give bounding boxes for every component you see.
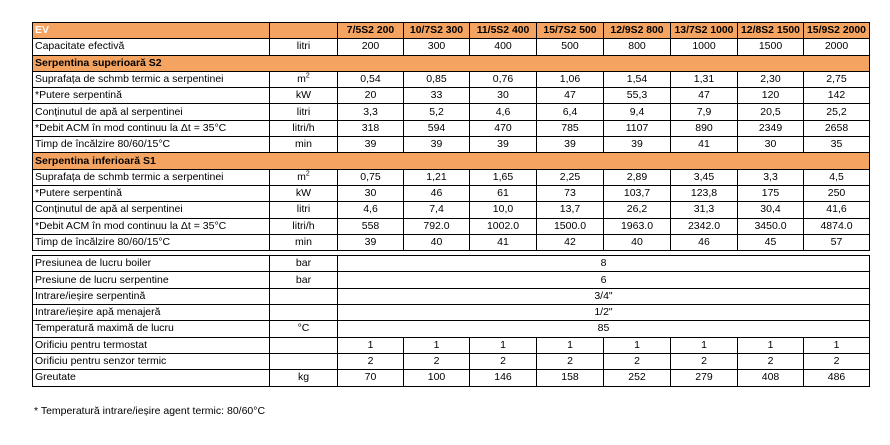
merged-value-cell: 3/4" <box>338 288 870 304</box>
table-row <box>33 337 870 353</box>
row-label: Greutate <box>33 370 270 386</box>
value-cell: 39 <box>404 137 470 153</box>
row-label: Orificiu pentru termostat <box>33 337 270 353</box>
value-cell: 1,21 <box>404 169 470 185</box>
value-cell: 46 <box>671 234 738 250</box>
value-cell: 31,3 <box>671 202 738 218</box>
table-row <box>33 185 870 201</box>
row-label: *Debit ACM în mod continuu la Δt = 35°C <box>33 218 270 234</box>
merged-value-cell: 8 <box>338 256 870 272</box>
table-row <box>33 202 870 218</box>
value-cell: 3,45 <box>671 169 738 185</box>
value-cell: 4,5 <box>804 169 870 185</box>
unit-cell <box>270 39 338 55</box>
value-cell: 2 <box>738 353 804 369</box>
table-row <box>33 104 870 120</box>
unit-cell <box>270 120 338 136</box>
value-cell: 4,6 <box>470 104 537 120</box>
unit-cell <box>270 288 338 304</box>
unit-cell <box>270 305 338 321</box>
section-header-s1 <box>33 153 870 169</box>
value-cell: 40 <box>604 234 671 250</box>
model-header: 13/7S2 1000 <box>671 23 738 39</box>
table-row <box>33 39 870 55</box>
value-cell: 1000 <box>671 39 738 55</box>
unit-text: m <box>297 73 306 86</box>
value-cell: 1 <box>470 337 537 353</box>
unit-cell <box>270 71 338 87</box>
value-cell: 1,31 <box>671 71 738 87</box>
value-cell: 39 <box>604 137 671 153</box>
value-cell: 45 <box>738 234 804 250</box>
unit-text: kW <box>295 187 312 200</box>
value-cell: 158 <box>537 370 604 386</box>
value-cell: 0,76 <box>470 71 537 87</box>
unit-text: min <box>295 138 312 151</box>
value-cell: 40 <box>404 234 470 250</box>
value-cell: 25,2 <box>804 104 870 120</box>
value-cell: 47 <box>537 88 604 104</box>
row-label: *Putere serpentină <box>33 88 270 104</box>
value-cell: 1 <box>671 337 738 353</box>
row-label: *Putere serpentină <box>33 185 270 201</box>
value-cell: 39 <box>537 137 604 153</box>
value-cell: 41 <box>470 234 537 250</box>
row-label: Presiunea de lucru boiler <box>33 256 270 272</box>
unit-text: kg <box>297 371 310 384</box>
unit-cell <box>270 88 338 104</box>
value-cell: 470 <box>470 120 537 136</box>
value-cell: 1,06 <box>537 71 604 87</box>
value-cell: 1,65 <box>470 169 537 185</box>
unit-cell <box>270 337 338 353</box>
value-cell: 123,8 <box>671 185 738 201</box>
table-row <box>33 321 870 337</box>
value-cell: 792.0 <box>404 218 470 234</box>
value-cell: 486 <box>804 370 870 386</box>
unit-cell <box>270 137 338 153</box>
value-cell: 3,3 <box>738 169 804 185</box>
value-cell: 1 <box>604 337 671 353</box>
value-cell: 42 <box>537 234 604 250</box>
value-cell: 175 <box>738 185 804 201</box>
value-cell: 1 <box>738 337 804 353</box>
value-cell: 9,4 <box>604 104 671 120</box>
value-cell: 20,5 <box>738 104 804 120</box>
value-cell: 500 <box>537 39 604 55</box>
unit-text: °C <box>297 322 310 335</box>
unit-superscript: 2 <box>305 72 310 80</box>
table-row <box>33 169 870 185</box>
value-cell: 30 <box>338 185 404 201</box>
unit-cell <box>270 169 338 185</box>
unit-text: litri <box>296 203 311 216</box>
table-row <box>33 370 870 386</box>
row-label: Intrare/ieșire apă menajeră <box>33 305 270 321</box>
value-cell: 46 <box>404 185 470 201</box>
value-cell: 39 <box>338 137 404 153</box>
model-header: 7/5S2 200 <box>338 23 404 39</box>
row-label: Presiune de lucru serpentine <box>33 272 270 288</box>
value-cell: 0,75 <box>338 169 404 185</box>
unit-cell <box>270 353 338 369</box>
table-row <box>33 218 870 234</box>
table-row <box>33 120 870 136</box>
value-cell: 41 <box>671 137 738 153</box>
value-cell: 1500 <box>738 39 804 55</box>
unit-cell <box>270 321 338 337</box>
model-header: 10/7S2 300 <box>404 23 470 39</box>
value-cell: 252 <box>604 370 671 386</box>
row-label: Suprafața de schmb termic a serpentinei <box>33 169 270 185</box>
value-cell: 2 <box>470 353 537 369</box>
value-cell: 26,2 <box>604 202 671 218</box>
value-cell: 558 <box>338 218 404 234</box>
value-cell: 103,7 <box>604 185 671 201</box>
value-cell: 2000 <box>804 39 870 55</box>
value-cell: 70 <box>338 370 404 386</box>
table-row <box>33 272 870 288</box>
value-cell: 4874.0 <box>804 218 870 234</box>
value-cell: 4,6 <box>338 202 404 218</box>
header-ev-label: EV <box>33 23 270 39</box>
value-cell: 300 <box>404 39 470 55</box>
value-cell: 20 <box>338 88 404 104</box>
table-row <box>33 137 870 153</box>
value-cell: 41,6 <box>804 202 870 218</box>
unit-text: litri/h <box>292 121 315 134</box>
value-cell: 55,3 <box>604 88 671 104</box>
value-cell: 146 <box>470 370 537 386</box>
value-cell: 318 <box>338 120 404 136</box>
value-cell: 279 <box>671 370 738 386</box>
row-label: *Debit ACM în mod continuu la Δt = 35°C <box>33 120 270 136</box>
value-cell: 10,0 <box>470 202 537 218</box>
unit-text: bar <box>295 257 312 270</box>
value-cell: 2,25 <box>537 169 604 185</box>
value-cell: 142 <box>804 88 870 104</box>
value-cell: 57 <box>804 234 870 250</box>
value-cell: 30 <box>738 137 804 153</box>
model-header: 11/5S2 400 <box>470 23 537 39</box>
value-cell: 250 <box>804 185 870 201</box>
table-row <box>33 288 870 304</box>
header-row <box>33 23 870 39</box>
unit-cell <box>270 104 338 120</box>
row-label: Timp de încălzire 80/60/15°C <box>33 137 270 153</box>
value-cell: 2 <box>537 353 604 369</box>
row-label: Timp de încălzire 80/60/15°C <box>33 234 270 250</box>
row-label: Conținutul de apă al serpentinei <box>33 202 270 218</box>
model-header: 12/8S2 1500 <box>738 23 804 39</box>
model-header: 15/9S2 2000 <box>804 23 870 39</box>
value-cell: 1107 <box>604 120 671 136</box>
unit-text: litri/h <box>292 219 315 232</box>
value-cell: 2349 <box>738 120 804 136</box>
value-cell: 594 <box>404 120 470 136</box>
table-row <box>33 353 870 369</box>
value-cell: 3450.0 <box>738 218 804 234</box>
unit-cell <box>270 218 338 234</box>
unit-cell <box>270 272 338 288</box>
unit-cell <box>270 202 338 218</box>
value-cell: 2,30 <box>738 71 804 87</box>
specifications-table <box>32 22 870 387</box>
value-cell: 3,3 <box>338 104 404 120</box>
table-row <box>33 256 870 272</box>
row-label: Orificiu pentru senzor termic <box>33 353 270 369</box>
section-title-s1: Serpentina inferioară S1 <box>33 153 870 169</box>
value-cell: 2 <box>404 353 470 369</box>
unit-text: m <box>297 170 306 183</box>
value-cell: 2 <box>671 353 738 369</box>
merged-value-cell: 85 <box>338 321 870 337</box>
value-cell: 1500.0 <box>537 218 604 234</box>
value-cell: 7,4 <box>404 202 470 218</box>
table-row <box>33 234 870 250</box>
unit-cell <box>270 256 338 272</box>
value-cell: 120 <box>738 88 804 104</box>
value-cell: 47 <box>671 88 738 104</box>
unit-text: kW <box>295 89 312 102</box>
unit-text: min <box>295 236 312 248</box>
unit-cell <box>270 234 338 250</box>
value-cell: 785 <box>537 120 604 136</box>
value-cell: 1 <box>537 337 604 353</box>
model-header: 12/9S2 800 <box>604 23 671 39</box>
value-cell: 33 <box>404 88 470 104</box>
value-cell: 0,54 <box>338 71 404 87</box>
section-header-s2 <box>33 55 870 71</box>
value-cell: 1,54 <box>604 71 671 87</box>
value-cell: 30,4 <box>738 202 804 218</box>
value-cell: 2342.0 <box>671 218 738 234</box>
value-cell: 400 <box>470 39 537 55</box>
table-row <box>33 71 870 87</box>
table-row <box>33 305 870 321</box>
unit-text: bar <box>295 273 312 286</box>
row-label: Intrare/ieșire serpentină <box>33 288 270 304</box>
value-cell: 35 <box>804 137 870 153</box>
value-cell: 1 <box>338 337 404 353</box>
value-cell: 2,75 <box>804 71 870 87</box>
value-cell: 1 <box>804 337 870 353</box>
merged-value-cell: 6 <box>338 272 870 288</box>
value-cell: 0,85 <box>404 71 470 87</box>
header-unit-blank <box>270 23 338 39</box>
value-cell: 39 <box>470 137 537 153</box>
value-cell: 13,7 <box>537 202 604 218</box>
unit-cell <box>270 185 338 201</box>
value-cell: 39 <box>338 234 404 250</box>
value-cell: 73 <box>537 185 604 201</box>
unit-text: litri <box>296 40 311 53</box>
value-cell: 800 <box>604 39 671 55</box>
value-cell: 30 <box>470 88 537 104</box>
value-cell: 890 <box>671 120 738 136</box>
unit-superscript: 2 <box>305 170 310 178</box>
value-cell: 100 <box>404 370 470 386</box>
value-cell: 1 <box>404 337 470 353</box>
row-label: Capacitate efectivă <box>33 39 270 55</box>
value-cell: 7,9 <box>671 104 738 120</box>
value-cell: 61 <box>470 185 537 201</box>
value-cell: 2,89 <box>604 169 671 185</box>
value-cell: 1963.0 <box>604 218 671 234</box>
row-label: Temperatură maximă de lucru <box>33 321 270 337</box>
model-header: 15/7S2 500 <box>537 23 604 39</box>
value-cell: 1002.0 <box>470 218 537 234</box>
merged-value-cell: 1/2" <box>338 305 870 321</box>
section-title-s2: Serpentina superioară S2 <box>33 55 870 71</box>
unit-cell <box>270 370 338 386</box>
table-row <box>33 88 870 104</box>
value-cell: 2 <box>604 353 671 369</box>
row-label: Conținutul de apă al serpentinei <box>33 104 270 120</box>
value-cell: 408 <box>738 370 804 386</box>
value-cell: 2 <box>338 353 404 369</box>
value-cell: 200 <box>338 39 404 55</box>
unit-text: litri <box>296 105 311 118</box>
value-cell: 2 <box>804 353 870 369</box>
row-label: Suprafața de schmb termic a serpentinei <box>33 71 270 87</box>
value-cell: 2658 <box>804 120 870 136</box>
value-cell: 5,2 <box>404 104 470 120</box>
value-cell: 6,4 <box>537 104 604 120</box>
footnote: * Temperatură intrare/ieșire agent termic: 80/60°C <box>34 405 266 417</box>
